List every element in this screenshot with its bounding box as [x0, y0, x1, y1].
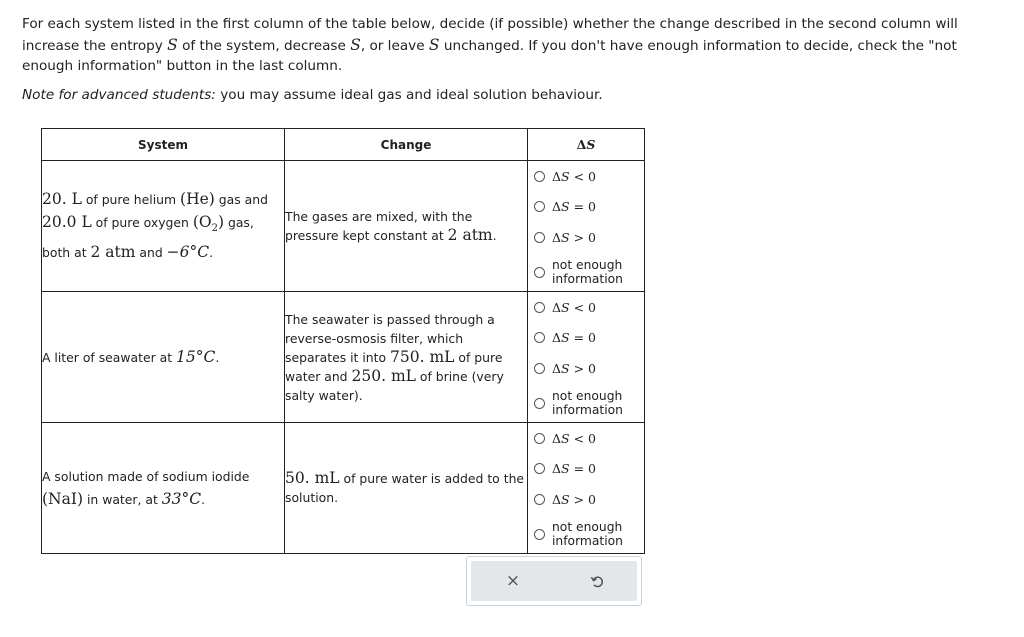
option-ds-negative[interactable]: [534, 169, 596, 184]
value: 2 atm: [90, 242, 136, 261]
text: of pure helium: [81, 192, 181, 208]
header-change: Change: [285, 129, 528, 161]
options-cell: [528, 161, 645, 292]
delta-symbol: Δ: [552, 431, 562, 446]
value: 2 atm: [447, 226, 493, 244]
option-ds-positive[interactable]: [534, 492, 596, 507]
text: .: [492, 228, 497, 243]
option-label: [552, 169, 596, 184]
option-label: [552, 390, 623, 417]
entropy-symbol: S: [561, 461, 570, 476]
entropy-table: [41, 128, 645, 554]
text: .: [209, 244, 214, 260]
value: −6°C: [166, 242, 210, 261]
option-label: [552, 492, 596, 507]
text: of pure water and: [285, 349, 503, 384]
radio-button[interactable]: [534, 463, 545, 474]
table-row: [42, 423, 645, 554]
options-cell: [528, 423, 645, 554]
header-delta-s: [528, 129, 645, 161]
formula: [192, 213, 225, 235]
instructions-text-2: of the system, decrease: [177, 37, 351, 54]
text: of pure oxygen: [91, 215, 193, 231]
system-cell: [42, 161, 285, 292]
value: 33°C: [161, 489, 202, 508]
change-cell: [285, 423, 528, 554]
entropy-symbol: S: [350, 35, 361, 54]
entropy-symbol: S: [561, 361, 570, 376]
note-label: Note for advanced students:: [22, 87, 216, 103]
text: A solution made of sodium iodide: [42, 468, 250, 484]
entropy-symbol: S: [167, 35, 178, 54]
instructions-text-1: For each system listed in the first column of the table below, decide (if possible) whether the change described in the second column will increase the entropy: [22, 16, 958, 54]
relation: > 0: [569, 361, 596, 376]
formula-part: (O: [192, 213, 212, 232]
text: A liter of seawater at: [42, 349, 176, 365]
table-header-row: [42, 129, 645, 161]
delta-symbol: Δ: [552, 230, 562, 245]
value: 50. mL: [285, 469, 340, 487]
relation: < 0: [569, 300, 596, 315]
option-text: information: [552, 271, 623, 286]
radio-button[interactable]: [534, 529, 545, 540]
delta-symbol: Δ: [552, 361, 562, 376]
option-text: not enough: [552, 389, 623, 403]
formula-part: ): [217, 213, 225, 232]
option-label: [552, 431, 596, 446]
option-ds-negative[interactable]: [534, 431, 596, 446]
radio-button[interactable]: [534, 398, 545, 409]
delta-symbol: Δ: [576, 137, 587, 152]
value: 750. mL: [390, 347, 455, 366]
advanced-note: [22, 87, 603, 103]
system-cell: [42, 423, 285, 554]
text: of pure water is added to the solution.: [285, 471, 525, 505]
option-ds-negative[interactable]: [534, 300, 596, 315]
radio-button[interactable]: [534, 201, 545, 212]
delta-symbol: Δ: [552, 330, 562, 345]
table-row: [42, 292, 645, 423]
entropy-symbol: S: [428, 35, 440, 54]
entropy-symbol: S: [561, 230, 570, 245]
answer-toolbar: [466, 556, 642, 606]
radio-button[interactable]: [534, 363, 545, 374]
option-text: not enough: [552, 258, 623, 272]
header-system: System: [42, 129, 285, 161]
option-text: information: [552, 533, 623, 548]
relation: = 0: [569, 330, 596, 345]
entropy-symbol: S: [561, 431, 570, 446]
option-ds-positive[interactable]: [534, 230, 596, 245]
toolbar-inner: [471, 561, 637, 601]
option-label: [552, 300, 596, 315]
reset-button[interactable]: [555, 561, 639, 601]
relation: < 0: [569, 169, 596, 184]
option-label: [552, 230, 596, 245]
option-text: not enough: [552, 520, 623, 534]
undo-icon: [590, 574, 605, 589]
relation: = 0: [569, 461, 596, 476]
option-label: [552, 521, 623, 548]
value: 20.0 L: [42, 213, 92, 232]
option-not-enough-info[interactable]: [534, 521, 623, 548]
text: .: [215, 349, 220, 365]
entropy-symbol: S: [561, 492, 570, 507]
instructions: [22, 14, 997, 77]
clear-button[interactable]: [471, 561, 555, 601]
system-cell: [42, 292, 285, 423]
option-ds-positive[interactable]: [534, 361, 596, 376]
text: The gases are mixed, with the pressure kept constant at: [285, 209, 473, 243]
option-ds-zero[interactable]: [534, 461, 596, 476]
option-label: [552, 259, 623, 286]
option-ds-zero[interactable]: [534, 199, 596, 214]
value: 250. mL: [351, 366, 416, 385]
entropy-symbol: S: [561, 300, 570, 315]
radio-button[interactable]: [534, 232, 545, 243]
relation: > 0: [569, 230, 596, 245]
text: both at: [42, 244, 91, 260]
formula-subscript: 2: [211, 223, 218, 235]
option-label: [552, 361, 596, 376]
delta-symbol: Δ: [552, 492, 562, 507]
value: 20. L: [42, 190, 82, 209]
change-cell: [285, 161, 528, 292]
formula: (NaI): [42, 489, 84, 508]
change-cell: [285, 292, 528, 423]
options-cell: [528, 292, 645, 423]
text: gas,: [224, 215, 254, 231]
entropy-symbol: S: [561, 330, 570, 345]
formula: (He): [180, 190, 215, 209]
note-text: you may assume ideal gas and ideal solution behaviour.: [215, 87, 603, 103]
delta-symbol: Δ: [552, 461, 562, 476]
close-icon: ×: [505, 571, 521, 591]
option-not-enough-info[interactable]: [534, 390, 623, 417]
entropy-symbol: S: [586, 137, 596, 152]
delta-symbol: Δ: [552, 199, 562, 214]
relation: > 0: [569, 492, 596, 507]
text: .: [201, 491, 206, 507]
text: and: [135, 244, 167, 260]
value: 15°C: [176, 347, 216, 366]
radio-button[interactable]: [534, 332, 545, 343]
radio-button[interactable]: [534, 433, 545, 444]
radio-button[interactable]: [534, 494, 545, 505]
delta-symbol: Δ: [552, 300, 562, 315]
text: in water, at: [83, 491, 162, 507]
table-row: [42, 161, 645, 292]
relation: < 0: [569, 431, 596, 446]
relation: = 0: [569, 199, 596, 214]
radio-button[interactable]: [534, 171, 545, 182]
text: gas and: [214, 192, 268, 208]
option-label: [552, 330, 596, 345]
option-not-enough-info[interactable]: [534, 259, 623, 286]
radio-button[interactable]: [534, 302, 545, 313]
option-label: [552, 461, 596, 476]
text: of brine (very salty water).: [285, 368, 504, 403]
instructions-text-3: , or leave: [360, 37, 429, 54]
text: The seawater is passed through a reverse-osmosis filter, which separates it into: [285, 311, 495, 365]
delta-symbol: Δ: [552, 169, 562, 184]
option-label: [552, 199, 596, 214]
option-ds-zero[interactable]: [534, 330, 596, 345]
radio-button[interactable]: [534, 267, 545, 278]
option-text: information: [552, 402, 623, 417]
instructions-text-4: unchanged. If you don't have enough information to decide, check the "not enough information" button in the last column.: [22, 37, 957, 74]
entropy-symbol: S: [561, 199, 570, 214]
entropy-symbol: S: [561, 169, 570, 184]
